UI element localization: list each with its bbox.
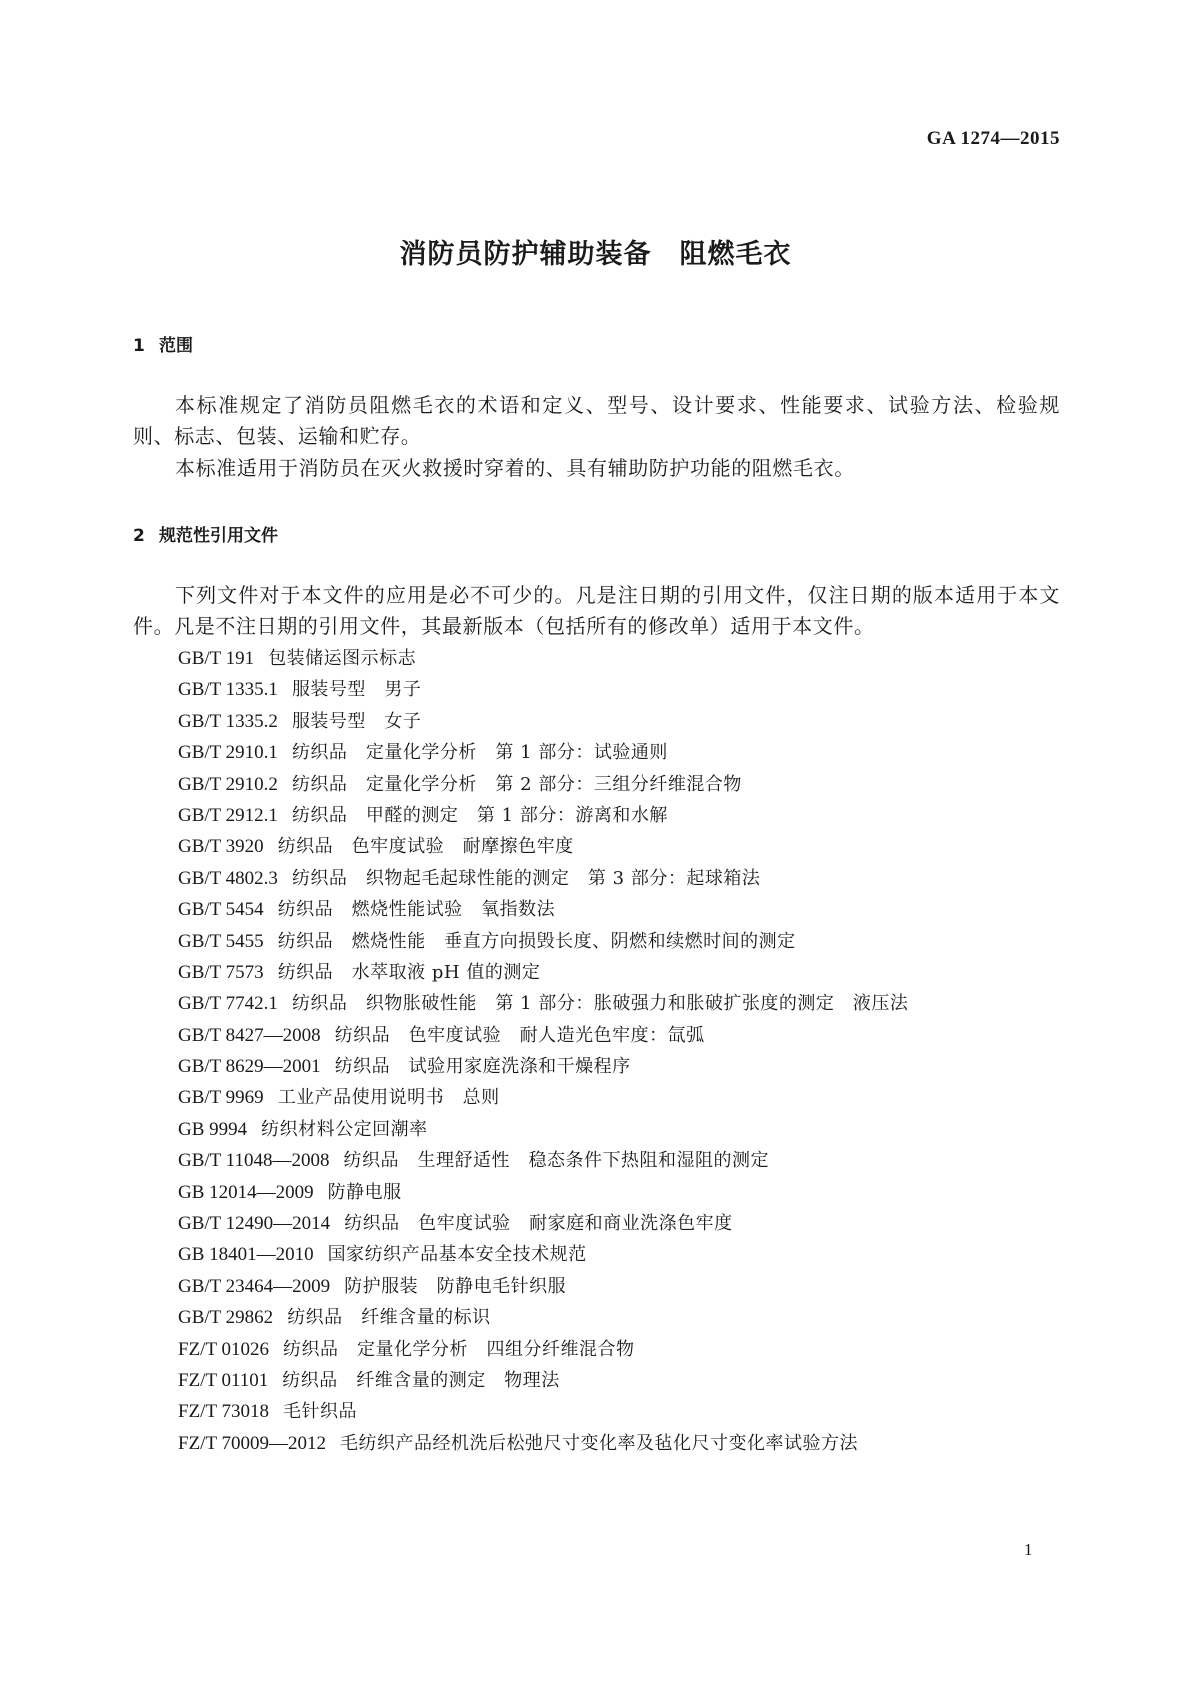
references-intro-paragraph: 下列文件对于本文件的应用是必不可少的。凡是注日期的引用文件，仅注日期的版本适用于本文件。凡是不注日期的引用文件，其最新版本（包括所有的修改单）适用于本文件。: [133, 583, 1060, 639]
reference-title: 纺织品 水萃取液 pH 值的测定: [277, 961, 541, 983]
reference-title: 纺织品 甲醛的测定 第 1 部分：游离和水解: [291, 804, 668, 826]
reference-title: 纺织品 色牢度试验 耐家庭和商业洗涤色牢度: [344, 1213, 733, 1235]
reference-title: 纺织品 生理舒适性 稳态条件下热阻和湿阻的测定: [343, 1150, 769, 1172]
document-title: 消防员防护辅助装备 阻燃毛衣: [399, 239, 792, 270]
reference-title: 纺织品 定量化学分析 第 1 部分：试验通则: [291, 742, 668, 764]
reference-title: 毛纺织产品经机洗后松弛尺寸变化率及毡化尺寸变化率试验方法: [339, 1432, 858, 1454]
reference-code: GB/T 29862: [178, 1307, 274, 1329]
section-title: 规范性引用文件: [159, 526, 278, 546]
reference-item: [178, 706, 908, 737]
section-2-heading: [133, 521, 278, 546]
reference-item: [178, 1271, 908, 1302]
reference-code: GB/T 12490—2014: [178, 1213, 331, 1235]
reference-item: [178, 1020, 908, 1051]
reference-item: [178, 674, 908, 705]
reference-item: [178, 1365, 908, 1396]
reference-title: 工业产品使用说明书 总则: [277, 1087, 500, 1109]
reference-code: GB/T 7742.1: [178, 993, 278, 1015]
reference-code: GB 9994: [178, 1118, 248, 1140]
reference-item: [178, 1396, 908, 1427]
reference-code: GB/T 11048—2008: [178, 1150, 330, 1172]
reference-item: [178, 1051, 908, 1082]
section-number: 1: [133, 336, 145, 356]
reference-code: FZ/T 01026: [178, 1338, 269, 1360]
reference-item: [178, 926, 908, 957]
reference-item: [178, 1302, 908, 1333]
reference-title: 纺织品 纤维含量的标识: [287, 1307, 491, 1329]
reference-title: 纺织品 色牢度试验 耐摩擦色牢度: [277, 836, 574, 858]
reference-item: [178, 800, 908, 831]
section-title: 范围: [159, 336, 193, 356]
reference-item: [178, 1145, 908, 1176]
reference-code: GB/T 191: [178, 648, 255, 669]
reference-title: 纺织品 织物起毛起球性能的测定 第 3 部分：起球箱法: [291, 867, 761, 889]
reference-code: GB/T 1335.2: [178, 710, 278, 732]
reference-title: 服装号型 女子: [291, 710, 422, 732]
reference-title: 防静电服: [327, 1181, 402, 1203]
reference-code: GB/T 5454: [178, 899, 264, 921]
reference-code: GB 18401—2010: [178, 1244, 314, 1266]
reference-title: 国家纺织产品基本安全技术规范: [327, 1244, 587, 1266]
reference-title: 纺织品 燃烧性能试验 氧指数法: [277, 899, 556, 921]
reference-code: GB/T 2910.1: [178, 742, 278, 764]
reference-code: GB/T 8629—2001: [178, 1056, 321, 1078]
reference-item: [178, 863, 908, 894]
reference-title: 纺织材料公定回潮率: [261, 1118, 428, 1140]
reference-title: 防护服装 防静电毛针织服: [344, 1275, 567, 1297]
reference-item: [178, 643, 908, 674]
reference-item: [178, 1428, 908, 1459]
reference-item: [178, 737, 908, 768]
reference-title: 纺织品 色牢度试验 耐人造光色牢度：氙弧: [334, 1024, 705, 1046]
reference-code: FZ/T 70009—2012: [178, 1432, 326, 1454]
reference-code: GB/T 3920: [178, 836, 264, 858]
section-1-heading: [133, 331, 193, 356]
reference-item: [178, 769, 908, 800]
reference-item: [178, 1177, 908, 1208]
page-number: 1: [1024, 1540, 1033, 1559]
reference-code: GB/T 8427—2008: [178, 1024, 321, 1046]
reference-item: [178, 1239, 908, 1270]
reference-code: GB/T 2912.1: [178, 804, 278, 826]
reference-title: 毛针织品: [282, 1401, 357, 1423]
reference-item: [178, 1082, 908, 1113]
reference-code: GB/T 4802.3: [178, 867, 278, 889]
reference-item: [178, 988, 908, 1019]
reference-code: GB/T 23464—2009: [178, 1275, 331, 1297]
reference-item: [178, 831, 908, 862]
reference-title: 纺织品 燃烧性能 垂直方向损毁长度、阴燃和续燃时间的测定: [277, 930, 796, 952]
standard-code: GA 1274—2015: [926, 128, 1060, 149]
reference-item: [178, 894, 908, 925]
scope-paragraph-2: 本标准适用于消防员在灭火救援时穿着的、具有辅助防护功能的阻燃毛衣。: [175, 456, 855, 480]
reference-code: GB/T 5455: [178, 930, 264, 952]
reference-title: 服装号型 男子: [291, 679, 422, 701]
reference-title: 纺织品 定量化学分析 四组分纤维混合物: [282, 1338, 635, 1360]
reference-code: FZ/T 73018: [178, 1401, 269, 1423]
reference-code: GB/T 1335.1: [178, 679, 278, 701]
reference-item: [178, 1334, 908, 1365]
scope-paragraph-1: 本标准规定了消防员阻燃毛衣的术语和定义、型号、设计要求、性能要求、试验方法、检验规则、标志、包装、运输和贮存。: [133, 393, 1060, 449]
reference-title: 包装储运图示标志: [268, 648, 417, 669]
reference-code: GB/T 2910.2: [178, 773, 278, 795]
normative-references-list: [178, 643, 908, 1459]
reference-title: 纺织品 定量化学分析 第 2 部分：三组分纤维混合物: [291, 773, 742, 795]
reference-title: 纺织品 试验用家庭洗涤和干燥程序: [334, 1056, 631, 1078]
section-number: 2: [133, 526, 145, 546]
reference-title: 纺织品 织物胀破性能 第 1 部分：胀破强力和胀破扩张度的测定 液压法: [291, 993, 909, 1015]
reference-item: [178, 1114, 908, 1145]
reference-code: GB 12014—2009: [178, 1181, 314, 1203]
reference-code: GB/T 9969: [178, 1087, 264, 1109]
reference-title: 纺织品 纤维含量的测定 物理法: [282, 1369, 560, 1391]
reference-item: [178, 1208, 908, 1239]
reference-item: [178, 957, 908, 988]
reference-code: GB/T 7573: [178, 961, 264, 983]
reference-code: FZ/T 01101: [178, 1369, 269, 1391]
